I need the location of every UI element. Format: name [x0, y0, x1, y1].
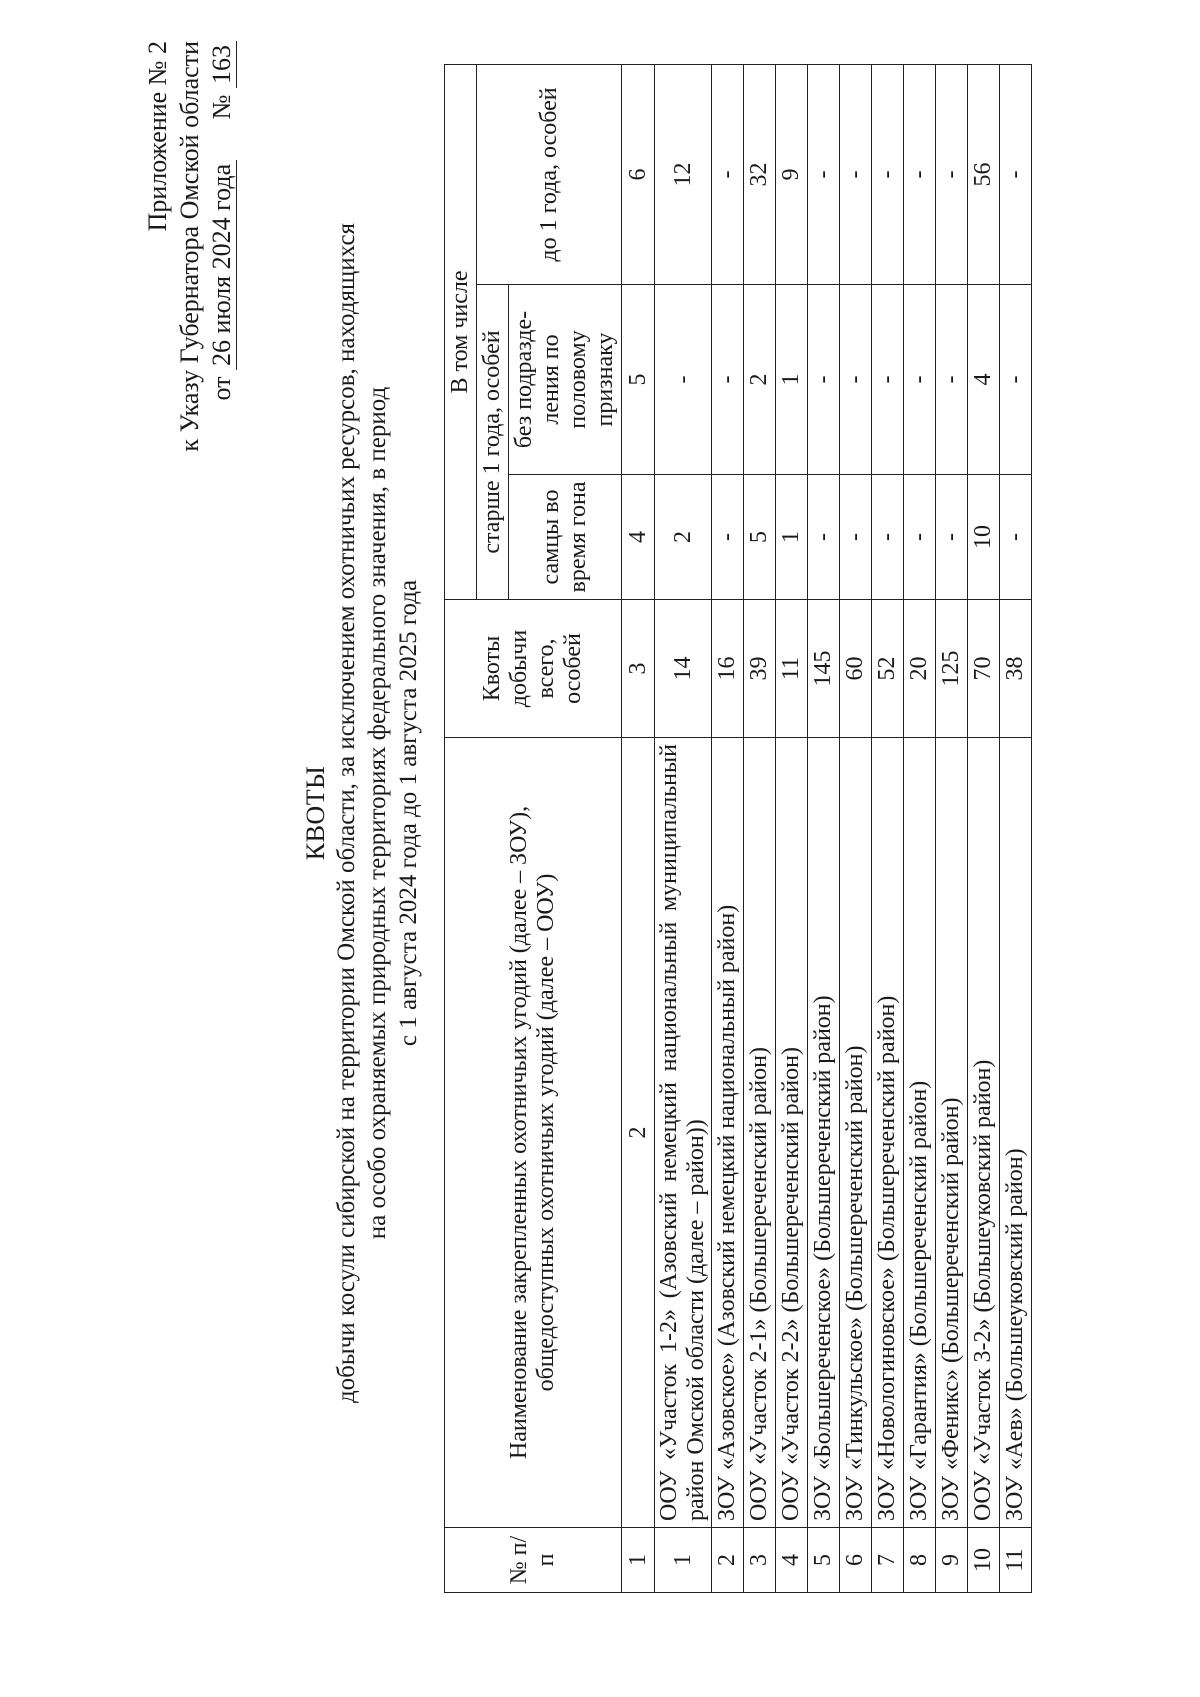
row-under: 12	[655, 64, 712, 284]
row-nosex: 2	[744, 285, 776, 475]
document-page	[112, 33, 1152, 1593]
row-number: 2	[712, 1528, 744, 1593]
row-males: -	[808, 475, 840, 600]
row-under: 9	[776, 64, 808, 284]
appendix-date: 26 июля 2024 года	[208, 160, 237, 370]
index-cell: 1	[622, 1528, 655, 1593]
table-body	[622, 64, 1032, 1592]
header-older: старше 1 года, особей	[477, 285, 509, 600]
quota-table	[444, 64, 1032, 1593]
row-under: -	[840, 64, 872, 284]
row-males: -	[936, 475, 968, 600]
row-name: ООУ «Участок 3-2» (Большеуковский район)	[968, 738, 1000, 1528]
row-name: ООУ «Участок 2-2» (Большереченский район)	[776, 738, 808, 1528]
row-name: ООУ «Участок 2-1» (Большереченский район)	[744, 738, 776, 1528]
row-name: ЗОУ «Азовское» (Азовский немецкий национальный район)	[712, 738, 744, 1528]
row-total: 16	[712, 600, 744, 738]
index-cell: 2	[622, 738, 655, 1528]
row-under: 56	[968, 64, 1000, 284]
table-row	[776, 64, 808, 1592]
table-row	[840, 64, 872, 1592]
table-row	[936, 64, 968, 1592]
row-total: 60	[840, 600, 872, 738]
appendix-number: 163	[208, 41, 237, 88]
row-total: 39	[744, 600, 776, 738]
document-title: КВОТЫ	[301, 765, 330, 861]
row-nosex: -	[840, 285, 872, 475]
row-name: ЗОУ «Феникс» (Большереченский район)	[936, 738, 968, 1528]
table-row	[744, 64, 776, 1592]
row-nosex: -	[872, 285, 904, 475]
title-line-2: на особо охраняемых природных территориях федерального значения, в период	[364, 386, 391, 1240]
row-total: 38	[1000, 600, 1032, 738]
row-males: -	[840, 475, 872, 600]
row-total: 125	[936, 600, 968, 738]
row-nosex: 1	[776, 285, 808, 475]
appendix-number-label: №	[207, 94, 236, 120]
row-under: -	[872, 64, 904, 284]
header-males: самцы во время гона	[509, 475, 622, 600]
row-males: 5	[744, 475, 776, 600]
row-total: 14	[655, 600, 712, 738]
table-row	[712, 64, 744, 1592]
row-number: 3	[744, 1528, 776, 1593]
index-cell: 5	[622, 285, 655, 475]
row-number: 5	[808, 1528, 840, 1593]
row-number: 10	[968, 1528, 1000, 1593]
row-total: 20	[904, 600, 936, 738]
table-row	[968, 64, 1000, 1592]
header-under: до 1 года, особей	[477, 64, 622, 284]
row-under: -	[904, 64, 936, 284]
row-name: ЗОУ «Большереченское» (Большереченский район)	[808, 738, 840, 1528]
row-name: ЗОУ «Гарантия» (Большереченский район)	[904, 738, 936, 1528]
row-number: 9	[936, 1528, 968, 1593]
appendix-line-1: Приложение № 2	[143, 41, 172, 232]
appendix-line-2: к Указу Губернатора Омской области	[175, 41, 204, 452]
index-cell: 3	[622, 600, 655, 738]
row-nosex: -	[936, 285, 968, 475]
row-total: 52	[872, 600, 904, 738]
row-number: 7	[872, 1528, 904, 1593]
row-nosex: -	[1000, 285, 1032, 475]
row-total: 11	[776, 600, 808, 738]
table-row	[1000, 64, 1032, 1592]
row-nosex: 4	[968, 285, 1000, 475]
title-line-3: с 1 августа 2024 года до 1 августа 2025 года	[395, 579, 422, 1047]
row-nosex: -	[904, 285, 936, 475]
column-index-row	[622, 64, 655, 1592]
row-males: -	[904, 475, 936, 600]
table-row	[904, 64, 936, 1592]
title-block	[300, 33, 424, 1593]
row-males: -	[872, 475, 904, 600]
title-line-1: добычи косули сибирской на территории Омской области, за исключением охотничьих ресурсов, находящихся	[333, 222, 360, 1404]
row-name: ЗОУ «Аев» (Большеуковский район)	[1000, 738, 1032, 1528]
table-row	[655, 64, 712, 1592]
row-under: -	[936, 64, 968, 284]
row-total: 145	[808, 600, 840, 738]
table-row	[808, 64, 840, 1592]
header-total: Квоты добычи всего, особей	[445, 600, 622, 738]
index-cell: 4	[622, 475, 655, 600]
row-under: 32	[744, 64, 776, 284]
appendix-date-line	[206, 41, 238, 461]
index-cell: 6	[622, 64, 655, 284]
row-number: 11	[1000, 1528, 1032, 1593]
row-name: ЗОУ «Тинкульское» (Большереченский район)	[840, 738, 872, 1528]
row-males: 1	[776, 475, 808, 600]
row-males: 2	[655, 475, 712, 600]
header-nosex: без подразде-ления по половому признаку	[509, 285, 622, 475]
appendix-block	[142, 41, 238, 461]
header-including: В том числе	[445, 64, 477, 599]
table-row	[872, 64, 904, 1592]
row-nosex: -	[655, 285, 712, 475]
row-total: 70	[968, 600, 1000, 738]
appendix-from-label: от	[207, 376, 236, 401]
row-number: 1	[655, 1528, 712, 1593]
row-males: -	[1000, 475, 1032, 600]
row-nosex: -	[808, 285, 840, 475]
header-name: Наименование закрепленных охотничьих угодий (далее – ЗОУ), общедоступных охотничьих угодий (далее – ООУ)	[445, 738, 622, 1528]
row-under: -	[808, 64, 840, 284]
row-under: -	[712, 64, 744, 284]
row-number: 6	[840, 1528, 872, 1593]
row-name: ЗОУ «Новологиновское» (Большереченский район)	[872, 738, 904, 1528]
row-number: 8	[904, 1528, 936, 1593]
row-under: -	[1000, 64, 1032, 284]
row-nosex: -	[712, 285, 744, 475]
row-number: 4	[776, 1528, 808, 1593]
header-num: № п/п	[445, 1528, 622, 1593]
row-name: ООУ «Участок 1-2» (Азовский немецкий национальный муниципальный район Омской области (далее – район))	[655, 738, 712, 1528]
row-males: 10	[968, 475, 1000, 600]
row-males: -	[712, 475, 744, 600]
